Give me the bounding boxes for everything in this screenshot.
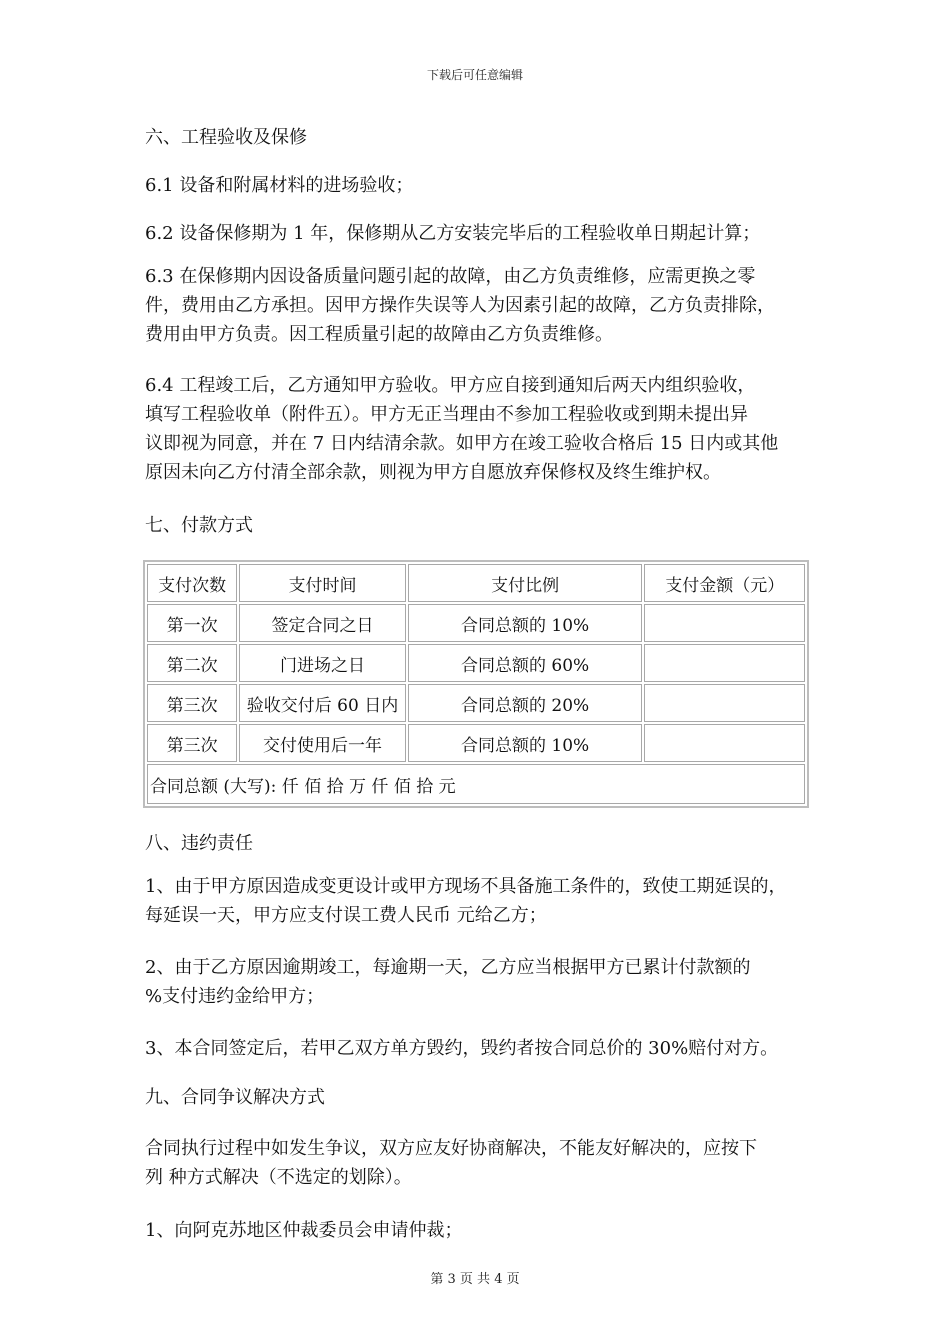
breach-item-2-line2: %支付违约金给甲方；	[145, 986, 325, 1007]
header-cell-ratio: 支付比例	[408, 564, 643, 602]
cell-time: 签定合同之日	[239, 604, 406, 642]
cell-amount	[644, 604, 805, 642]
paragraph-6-4-line2: 填写工程验收单（附件五）。甲方无正当理由不参加工程验收或到期未提出异	[145, 404, 748, 425]
section-heading-6: 六、工程验收及保修	[145, 127, 307, 148]
payment-table	[143, 560, 809, 808]
cell-count: 第三次	[147, 684, 237, 722]
section-heading-7: 七、付款方式	[145, 515, 253, 536]
cell-ratio: 合同总额的 10%	[408, 724, 643, 762]
section-heading-8: 八、违约责任	[145, 833, 253, 854]
page-footer: 第 3 页 共 4 页	[430, 1272, 520, 1287]
paragraph-6-4-line4: 原因未向乙方付清全部余款，则视为甲方自愿放弃保修权及终生维护权。	[145, 462, 721, 483]
page-header: 下载后可任意编辑	[426, 68, 523, 82]
dispute-paragraph-line1: 合同执行过程中如发生争议，双方应友好协商解决，不能友好解决的，应按下	[145, 1138, 757, 1159]
breach-item-2-line1: 2、由于乙方原因逾期竣工，每逾期一天，乙方应当根据甲方已累计付款额的	[145, 957, 751, 978]
header-cell-amount: 支付金额（元）	[644, 564, 805, 602]
breach-item-1-line2: 每延误一天，甲方应支付误工费人民币 元给乙方；	[145, 905, 547, 926]
cell-count: 第一次	[147, 604, 237, 642]
paragraph-6-3-line2: 件，费用由乙方承担。因甲方操作失误等人为因素引起的故障，乙方负责排除，	[145, 295, 775, 316]
cell-time: 门进场之日	[239, 644, 406, 682]
table-header-row	[147, 564, 805, 602]
paragraph-6-4-line3: 议即视为同意，并在 7 日内结清余款。如甲方在竣工验收合格后 15 日内或其他	[145, 433, 779, 454]
table-total-row	[147, 764, 805, 804]
total-amount-cell: 合同总额 (大写): 仟 佰 拾 万 仟 佰 拾 元	[147, 764, 805, 804]
paragraph-6-3-line1: 6.3 在保修期内因设备质量问题引起的故障，由乙方负责维修，应需更换之零	[145, 266, 756, 287]
header-cell-time: 支付时间	[239, 564, 406, 602]
breach-item-1-line1: 1、由于甲方原因造成变更设计或甲方现场不具备施工条件的，致使工期延误的，	[145, 876, 787, 897]
cell-count: 第二次	[147, 644, 237, 682]
paragraph-6-4-line1: 6.4 工程竣工后，乙方通知甲方验收。甲方应自接到通知后两天内组织验收，	[145, 375, 756, 396]
paragraph-6-1: 6.1 设备和附属材料的进场验收；	[145, 175, 414, 196]
cell-amount	[644, 684, 805, 722]
cell-ratio: 合同总额的 60%	[408, 644, 643, 682]
table-row	[147, 604, 805, 642]
cell-ratio: 合同总额的 10%	[408, 604, 643, 642]
dispute-item-1: 1、向阿克苏地区仲裁委员会申请仲裁；	[145, 1220, 463, 1241]
cell-ratio: 合同总额的 20%	[408, 684, 643, 722]
cell-amount	[644, 724, 805, 762]
cell-amount	[644, 644, 805, 682]
breach-item-3: 3、本合同签定后，若甲乙双方单方毁约，毁约者按合同总价的 30%赔付对方。	[145, 1038, 779, 1059]
paragraph-6-2: 6.2 设备保修期为 1 年，保修期从乙方安装完毕后的工程验收单日期起计算；	[145, 223, 761, 244]
header-cell-count: 支付次数	[147, 564, 237, 602]
dispute-paragraph-line2: 列 种方式解决（不选定的划除）。	[145, 1167, 412, 1188]
cell-count: 第三次	[147, 724, 237, 762]
cell-time: 交付使用后一年	[239, 724, 406, 762]
paragraph-6-3-line3: 费用由甲方负责。因工程质量引起的故障由乙方负责维修。	[145, 324, 613, 345]
table-row	[147, 644, 805, 682]
section-heading-9: 九、合同争议解决方式	[145, 1087, 325, 1108]
table-row	[147, 724, 805, 762]
cell-time: 验收交付后 60 日内	[239, 684, 406, 722]
table-row	[147, 684, 805, 722]
